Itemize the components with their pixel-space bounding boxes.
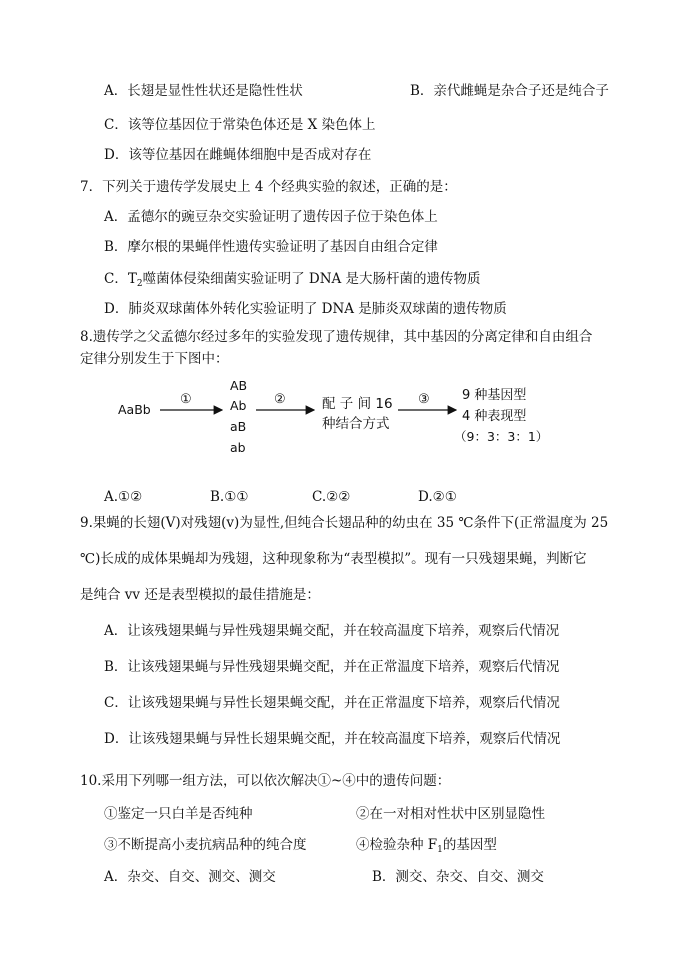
diagram-result-phenotypes: 4 种表现型 [462, 409, 527, 424]
diagram-ratio: （9：3：3：1） [454, 429, 549, 444]
q7-option-a: A．孟德尔的豌豆杂交实验证明了遗传因子位于染色体上 [104, 209, 438, 225]
q10-item-4-sub: 1 [437, 845, 443, 855]
diagram-combo-line1: 配 子 间 16 [322, 396, 393, 412]
q6-option-c: C．该等位基因位于常染色体还是 X 染色体上 [104, 117, 376, 133]
q8-stem-line1: 8.遗传学之父孟德尔经过多年的实验发现了遗传规律，其中基因的分离定律和自由组合 [80, 329, 593, 345]
q10-item-2: ②在一对相对性状中区别显隐性 [356, 806, 545, 822]
diagram-combo-line2: 种结合方式 [322, 416, 390, 432]
q9-option-d: D．让该残翅果蝇与异性长翅果蝇交配，并在较高温度下培养，观察后代情况 [104, 731, 561, 747]
q10-option-a: A．杂交、自交、测交、测交 [104, 869, 276, 885]
q10-item-4-pre: ④检验杂种 F [356, 837, 438, 853]
q7-option-c-post: 噬菌体侵染细菌实验证明了 DNA 是大肠杆菌的遗传物质 [142, 271, 481, 287]
q7-option-c-pre: C．T [104, 271, 137, 287]
q7-option-c-sub: 2 [136, 279, 143, 289]
q6-option-b: B．亲代雌蝇是杂合子还是纯合子 [410, 83, 609, 99]
q8-option-a: A.①② [104, 489, 143, 505]
q8-stem-line2: 定律分别发生于下图中： [80, 351, 229, 367]
q9-option-a: A．让该残翅果蝇与异性残翅果蝇交配，并在较高温度下培养，观察后代情况 [104, 623, 560, 639]
diagram-start-genotype: AaBb [118, 402, 151, 417]
q10-item-4 [356, 836, 497, 854]
gamete-AB: AB [230, 378, 248, 393]
gamete-ab: ab [230, 440, 246, 455]
q9-option-c: C．让该残翅果蝇与异性长翅果蝇交配，并在正常温度下培养，观察后代情况 [104, 695, 560, 711]
q9-stem-line2: ℃)长成的成体果蝇却为残翅，这种现象称为“表型模拟”。现有一只残翅果蝇，判断它 [80, 551, 587, 567]
gamete-Ab: Ab [230, 398, 247, 413]
diagram-step-3: ③ [418, 392, 430, 407]
q7-option-d: D．肺炎双球菌体外转化实验证明了 DNA 是肺炎双球菌的遗传物质 [104, 301, 507, 317]
q10-option-b: B．测交、杂交、自交、测交 [372, 869, 544, 885]
q6-option-d: D．该等位基因在雌蝇体细胞中是否成对存在 [104, 147, 372, 163]
diagram-result-genotypes: 9 种基因型 [462, 388, 527, 403]
q7-option-b: B．摩尔根的果蝇伴性遗传实验证明了基因自由组合定律 [104, 239, 438, 255]
q10-item-3: ③不断提高小麦抗病品种的纯合度 [104, 837, 307, 853]
q10-stem: 10.采用下列哪一组方法，可以依次解决①~④中的遗传问题： [80, 773, 451, 789]
q10-item-4-post: 的基因型 [442, 837, 497, 853]
q8-option-b: B.①① [210, 489, 249, 505]
q8-option-d: D.②① [418, 489, 457, 505]
q7-stem: 7．下列关于遗传学发展史上 4 个经典实验的叙述，正确的是： [80, 179, 457, 195]
diagram-step-2: ② [274, 392, 286, 407]
diagram-step-1: ① [180, 392, 192, 407]
q6-option-a: A．长翅是显性性状还是隐性性状 [104, 83, 303, 99]
q8-option-c: C.②② [312, 489, 351, 505]
q10-item-1: ①鉴定一只白羊是否纯种 [104, 806, 253, 822]
q9-stem-line3: 是纯合 vv 还是表型模拟的最佳措施是： [80, 587, 320, 603]
q9-stem-line1: 9.果蝇的长翅(V)对残翅(v)为显性,但纯合长翅品种的幼虫在 35 ℃条件下(正常温度为 25 [80, 515, 609, 531]
q9-option-b: B．让该残翅果蝇与异性残翅果蝇交配，并在正常温度下培养，观察后代情况 [104, 659, 560, 675]
gamete-aB: aB [230, 419, 247, 434]
